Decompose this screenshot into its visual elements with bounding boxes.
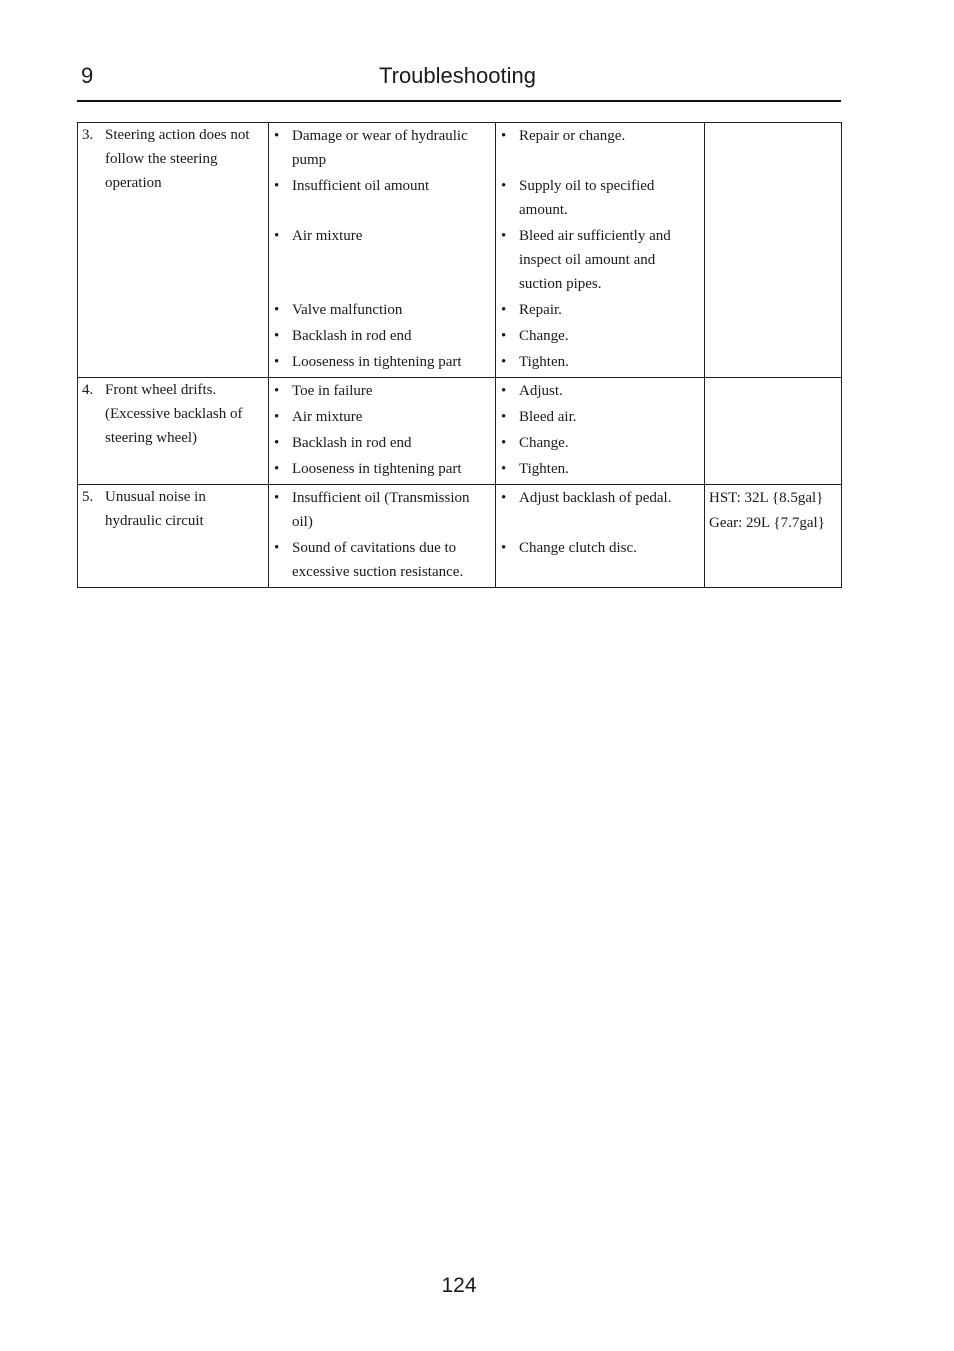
remedy-item: Adjust backlash of pedal. (519, 490, 672, 506)
remedy-item: Supply oil to specified amount. (519, 178, 655, 218)
remedy-item: Adjust. (519, 383, 563, 399)
cause-cell: • Toe in failure • Air mixture • Backlash in rod end • Looseness in tightening part (269, 378, 496, 485)
remedy-item: Tighten. (519, 461, 569, 477)
symptom-cell (78, 378, 269, 485)
remedy-item: Repair or change. (519, 128, 626, 144)
symptom-text: Front wheel drifts. (Excessive backlash of steering wheel) (105, 382, 243, 446)
row-number: 4. (82, 382, 94, 398)
cause-item: Backlash in rod end (292, 328, 412, 344)
remedy-cell: • Repair or change. • Supply oil to specified amount. • Bleed air sufficiently and inspect oil amount and suction pipes. • Repair. • Change. • Tighten. (496, 123, 705, 378)
note-cell (705, 378, 842, 485)
cause-item: Backlash in rod end (292, 435, 412, 451)
table-row (78, 485, 842, 588)
chapter-title: Troubleshooting (379, 63, 536, 88)
note-cell (705, 123, 842, 378)
symptom-cell (78, 123, 269, 378)
note-cell (705, 485, 842, 588)
symptom-text: Unusual noise in hydraulic circuit (105, 489, 206, 529)
cause-item: Looseness in tightening part (292, 354, 462, 370)
cause-item: Looseness in tightening part (292, 461, 462, 477)
remedy-item: Bleed air sufficiently and inspect oil amount and suction pipes. (519, 228, 671, 292)
chapter-number: 9 (81, 63, 94, 88)
row-number: 5. (82, 489, 94, 505)
remedy-cell: • Adjust. • Bleed air. • Change. • Tighten. (496, 378, 705, 485)
remedy-item: Tighten. (519, 354, 569, 370)
table-row (78, 123, 842, 378)
symptom-text: Steering action does not follow the steering operation (105, 127, 250, 191)
cause-item: Damage or wear of hydraulic pump (292, 128, 468, 168)
cause-item: Insufficient oil (Transmission oil) (292, 490, 470, 530)
cause-item: Valve malfunction (292, 302, 403, 318)
symptom-cell (78, 485, 269, 588)
troubleshooting-table (77, 122, 842, 588)
page-number: 124 (441, 1274, 477, 1297)
row-number: 3. (82, 127, 94, 143)
cause-cell: • Insufficient oil (Transmission oil) • Sound of cavitations due to excessive suction resistance. (269, 485, 496, 588)
cause-item: Insufficient oil amount (292, 178, 430, 194)
remedy-item: Bleed air. (519, 409, 577, 425)
capacity-note: HST: 32L {8.5gal} (709, 490, 824, 506)
remedy-item: Repair. (519, 302, 562, 318)
remedy-item: Change. (519, 435, 569, 451)
remedy-cell: • Adjust backlash of pedal. • Change clutch disc. (496, 485, 705, 588)
remedy-item: Change. (519, 328, 569, 344)
cause-item: Toe in failure (292, 383, 373, 399)
table-row (78, 378, 842, 485)
capacity-note: Gear: 29L {7.7gal} (709, 515, 825, 531)
remedy-item: Change clutch disc. (519, 540, 637, 556)
cause-cell: • Damage or wear of hydraulic pump • Insufficient oil amount • Air mixture • Valve malfunction • Backlash in rod end • Looseness in tightening part (269, 123, 496, 378)
cause-item: Sound of cavitations due to excessive suction resistance. (292, 540, 464, 580)
cause-item: Air mixture (292, 409, 363, 425)
page-header (77, 58, 841, 102)
cause-item: Air mixture (292, 228, 363, 244)
